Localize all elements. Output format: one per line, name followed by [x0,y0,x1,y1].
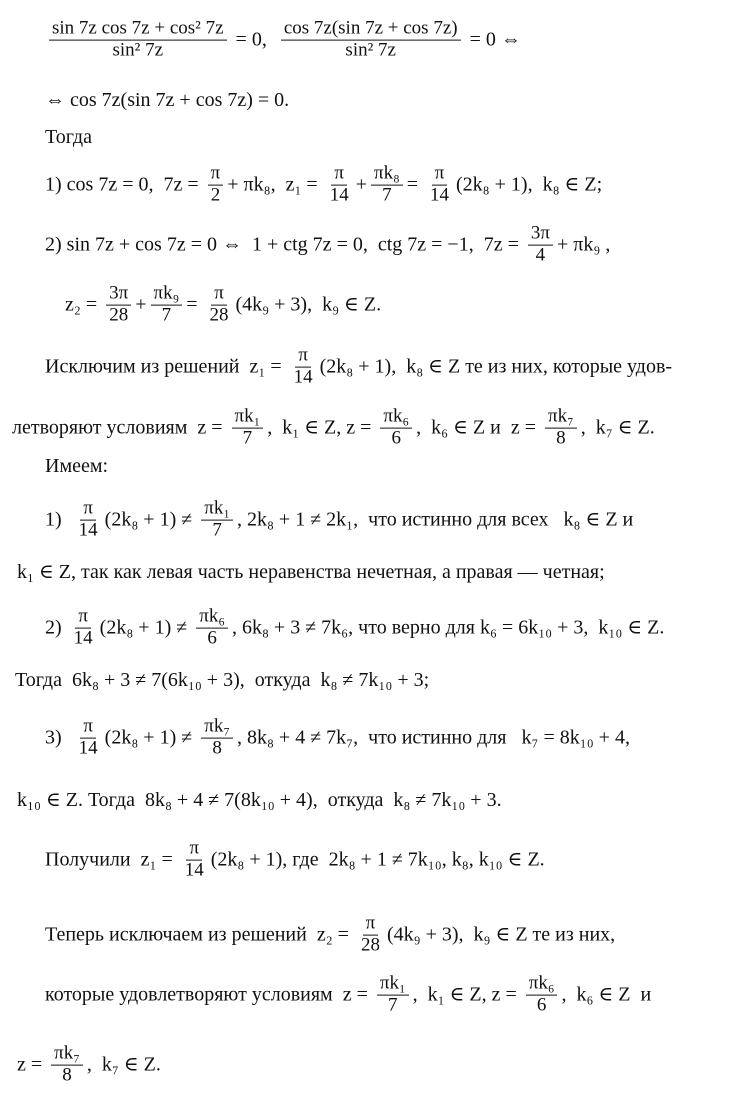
math-text: 1) [45,509,72,531]
fraction-numerator: π [80,499,96,521]
fraction-numerator: πk₆ [196,607,228,629]
math-text: , k₁ ∈ Z, z = [412,984,522,1006]
text-line [45,839,545,882]
math-text: , k₇ ∈ Z. [580,417,655,439]
fraction-denominator: 14 [329,184,349,206]
math-text: Теперь исключаем из решений z₂ = [45,924,354,946]
fraction-denominator: 7 [382,184,392,206]
fraction [358,914,383,957]
math-text: , 8k₈ + 4 ≠ 7k₇, что истинно для k₇ = 8k₁₀ + 4, [236,727,630,749]
fraction-numerator: πk₇ [545,407,577,429]
fraction [196,607,228,650]
fraction-numerator: π [186,839,202,861]
math-text: Исключим из решений z₁ = [45,356,287,378]
fraction-numerator: πk₁ [232,407,264,429]
math-text: (2k₈ + 1) ≠ [99,617,193,639]
text-line [17,1044,161,1087]
text-line [17,789,502,811]
fraction [526,974,558,1017]
fraction-numerator: π [208,164,224,186]
fraction-numerator: πk₇ [201,717,233,739]
math-text: (2k₈ + 1) ≠ [104,727,198,749]
math-text: , 2k₈ + 1 ≠ 2k₁, что истинно для всех k₈ ∈ Z и [236,509,634,531]
text-line [45,126,92,148]
math-text: 2) [45,617,67,639]
fraction-denominator: 28 [360,934,380,956]
fraction [151,284,183,327]
math-text: Тогда 6k₈ + 3 ≠ 7(6k₁₀ + 3), откуда k₈ ≠ 7k₁₀ + 3; [15,669,430,691]
math-text: Имеем: [45,455,109,477]
math-text: , k₆ ∈ Z и z = [416,417,541,439]
fraction-denominator: 28 [209,304,229,326]
fraction-numerator: πk₁ [377,974,409,996]
fraction [327,164,352,207]
fraction-denominator: sin² 7z [112,39,164,61]
fraction-numerator: cos 7z(sin 7z + cos 7z) [281,19,461,41]
math-text: (2k₈ + 1), k₈ ∈ Z; [456,174,603,196]
math-text: = [186,294,203,316]
math-text: + πk₈, z₁ = [227,174,323,196]
fraction-denominator: 4 [535,244,546,266]
watermark-logo-icon [602,580,620,598]
math-text: Получили z₁ = [45,849,178,871]
math-text: (2k₈ + 1), где 2k₈ + 1 ≠ 7k₁₀, k₈, k₁₀ ∈ Z. [210,849,545,871]
fraction-denominator: 6 [391,427,402,449]
fraction [232,407,264,450]
fraction [51,1044,83,1087]
text-line [45,224,610,267]
fraction-denominator: 7 [242,427,253,449]
watermark-logo-icon [602,110,620,128]
math-text: (2k₈ + 1), k₈ ∈ Z те из них, которые удов- [319,356,673,378]
fraction [201,717,233,760]
fraction-numerator: π [432,164,448,186]
fraction [377,974,409,1017]
fraction [291,346,316,389]
fraction-denominator: 8 [62,1064,72,1086]
text-line [45,455,108,477]
fraction [76,499,101,542]
fraction-denominator: 7 [212,519,222,541]
text-line [12,407,655,450]
text-line [45,607,664,650]
math-text: k₁₀ ∈ Z. Тогда 8k₈ + 4 ≠ 7(8k₁₀ + 4), откуда k₈ ≠ 7k₁₀ + 3. [17,789,502,811]
fraction-denominator: 14 [293,366,313,388]
fraction-denominator: 14 [430,184,449,206]
text-line [45,717,630,760]
fraction [371,164,403,207]
text-line [15,669,429,691]
math-text: ⇔ cos 7z(sin 7z + cos 7z) = 0. [45,89,290,111]
math-text: = [406,174,423,196]
fraction-denominator: 6 [536,994,547,1016]
text-line [45,89,289,111]
fraction-numerator: πk₆ [526,974,558,996]
fraction-numerator: π [211,284,227,306]
fraction-numerator: π [75,607,91,629]
math-text: 2) sin 7z + cos 7z = 0 ⇔ 1 + ctg 7z = 0, ctg 7z = −1, 7z = [45,234,524,256]
fraction [49,19,227,62]
fraction-numerator: πk₁ [201,499,233,521]
fraction-numerator: π [80,717,96,739]
fraction-numerator: sin 7z cos 7z + cos² 7z [49,19,227,41]
text-line [65,284,381,327]
fraction [528,224,553,267]
text-line [45,346,672,389]
fraction-numerator: π [331,164,347,186]
math-text: , k₇ ∈ Z. [86,1054,161,1076]
fraction-denominator: 6 [207,627,217,649]
fraction-denominator: sin² 7z [345,39,396,61]
math-text: летворяют условиям z = [12,417,228,439]
fraction-numerator: π [295,346,311,368]
fraction [427,164,452,207]
fraction [76,717,101,760]
math-text: , 6k₈ + 3 ≠ 7k₆, что верно для k₆ = 6k₁₀ + 3, k₁₀ ∈ Z. [231,617,665,639]
watermark-logo-icon [602,40,620,58]
fraction [207,284,232,327]
text-line [45,974,651,1017]
math-text: , k₆ ∈ Z и [561,984,652,1006]
math-text: которые удовлетворяют условиям z = [45,984,373,1006]
fraction-denominator: 8 [556,427,566,449]
fraction-denominator: 2 [210,184,221,206]
watermark-logo-icon [602,1060,620,1078]
math-text: Тогда [45,126,92,148]
fraction-denominator: 8 [212,737,222,759]
fraction [380,407,412,450]
fraction [281,19,461,62]
fraction-numerator: 3π [528,224,553,246]
math-text: + [135,294,147,316]
fraction-numerator: πk₉ [151,284,183,306]
text-line [45,914,615,957]
fraction-denominator: 14 [78,519,98,541]
math-text: k₁ ∈ Z, так как левая часть неравенства нечетная, а правая — четная; [17,561,605,583]
fraction-numerator: π [363,914,379,936]
math-text: (4k₉ + 3), k₉ ∈ Z те из них, [386,924,616,946]
math-text: (4k₉ + 3), k₉ ∈ Z. [235,294,382,316]
math-text: + πk₉ , [556,234,611,256]
fraction [182,839,207,882]
fraction-numerator: πk₈ [371,164,403,186]
math-text: 1) cos 7z = 0, 7z = [45,174,204,196]
fraction-denominator: 14 [73,627,93,649]
math-text: z = [17,1054,48,1076]
fraction [71,607,96,650]
fraction [208,164,224,207]
math-text: = 0, [230,29,277,51]
fraction [545,407,577,450]
fraction-denominator: 7 [161,304,172,326]
fraction-numerator: πk₇ [51,1044,83,1066]
text-line [45,19,521,62]
math-text: (2k₈ + 1) ≠ [104,509,198,531]
fraction-denominator: 28 [109,304,129,326]
math-text: + [355,174,367,196]
watermark-logo-icon [233,650,251,668]
fraction [201,499,233,542]
fraction [106,284,131,327]
text-line [17,561,605,583]
math-text: = 0 ⇔ [464,29,521,51]
math-text: z₂ = [65,294,103,316]
text-line [45,164,602,207]
math-text: 3) [45,727,72,749]
math-text: , k₁ ∈ Z, z = [267,417,377,439]
text-line [45,499,633,542]
fraction-numerator: πk₆ [380,407,412,429]
fraction-denominator: 7 [387,994,398,1016]
fraction-denominator: 14 [184,859,204,881]
fraction-numerator: 3π [106,284,131,306]
fraction-denominator: 14 [78,737,98,759]
watermark-logo-icon [233,820,251,838]
